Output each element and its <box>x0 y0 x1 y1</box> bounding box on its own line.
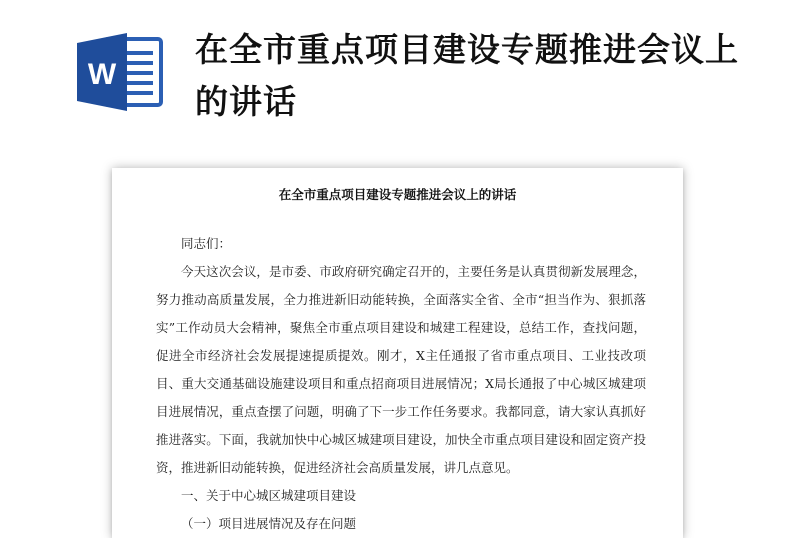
document-title: 在全市重点项目建设专题推进会议上的讲话 <box>278 187 517 202</box>
document-paragraph: 今天这次会议，是市委、市政府研究确定召开的，主要任务是认真贯彻新发展理念，努力推动高质量发展，全力推进新旧动能转换，全面落实全省、全市“担当作为、狠抓落实”工作动员大会精神，聚焦全市重点项目建设和城建工程建设，总结工作，查找问题，促进全市经济社会发展提速提质提效。刚才，X主任通报了省市重点项目、工业技改项目、重大交通基础设施建设项目和重点招商项目进展情况；X局长通报了中心城区城建项目进展情况，重点查摆了问题，明确了下一步工作任务要求。我都同意，请大家认真抓好推进落实。下面，我就加快中心城区城建项目建设，加快全市重点项目建设和固定资产投资，推进新旧动能转换，促进经济社会高质量发展，讲几点意见。 <box>156 264 646 475</box>
page-title: 在全市重点项目建设专题推进会议上的讲话 <box>195 30 739 121</box>
header <box>0 0 800 150</box>
word-document-icon <box>75 33 165 111</box>
subsection-heading: （一）项目进展情况及存在问题 <box>181 516 357 531</box>
section-heading: 一、关于中心城区城建项目建设 <box>181 488 357 503</box>
document-greeting: 同志们： <box>181 236 232 251</box>
word-icon-letter: W <box>87 58 117 91</box>
document-page <box>112 168 683 538</box>
document-body <box>156 230 646 538</box>
